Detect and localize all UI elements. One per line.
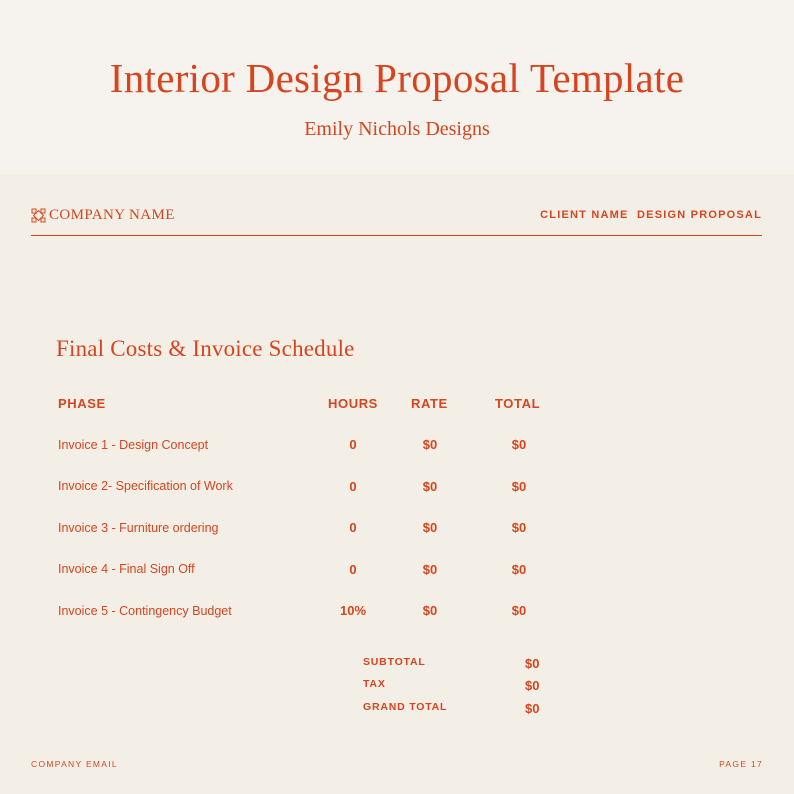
page-header [31,205,762,227]
client-proposal-label: CLIENT NAME DESIGN PROPOSAL [540,209,762,221]
row-2-phase: Invoice 2- Specification of Work [58,479,233,493]
banner-subtitle: Emily Nichols Designs [304,118,490,140]
row-3-phase: Invoice 3 - Furniture ordering [58,521,219,535]
company-name: COMPANY NAME [49,207,175,223]
row-3-total: $0 [511,520,527,535]
row-4-total: $0 [511,562,527,577]
company-name-block [31,207,175,224]
row-5-phase: Invoice 5 - Contingency Budget [58,604,232,618]
row-2-rate: $0 [422,479,438,494]
header-hours: HOURS [328,396,378,411]
footer-company-email: COMPANY EMAIL [31,759,118,769]
row-4-phase: Invoice 4 - Final Sign Off [58,562,195,576]
tax-value: $0 [525,678,540,693]
row-1-total: $0 [511,437,527,452]
banner-title: Interior Design Proposal Template [109,55,685,101]
row-1-phase: Invoice 1 - Design Concept [58,438,209,452]
row-2-total: $0 [511,479,527,494]
row-3-hours: 0 [349,520,357,535]
proposal-page [0,174,794,794]
row-5-total: $0 [511,603,527,618]
row-5-hours: 10% [339,603,367,618]
subtotal-label: SUBTOTAL [363,656,426,668]
header-total: TOTAL [495,396,541,411]
row-1-rate: $0 [422,437,438,452]
row-5-rate: $0 [422,603,438,618]
section-title: Final Costs & Invoice Schedule [56,336,355,361]
grand-total-label: GRAND TOTAL [363,701,448,713]
header-phase: PHASE [58,396,106,411]
header-divider [31,235,762,236]
row-4-hours: 0 [349,562,357,577]
tax-label: TAX [363,678,386,690]
subtotal-value: $0 [525,656,540,671]
row-2-hours: 0 [349,479,357,494]
title-banner [0,0,794,174]
grand-total-value: $0 [525,701,540,716]
row-4-rate: $0 [422,562,438,577]
row-3-rate: $0 [422,520,438,535]
header-rate: RATE [411,396,448,411]
row-1-hours: 0 [349,437,357,452]
diamond-logo-icon [31,208,46,223]
footer-page-number: PAGE 17 [719,759,763,769]
